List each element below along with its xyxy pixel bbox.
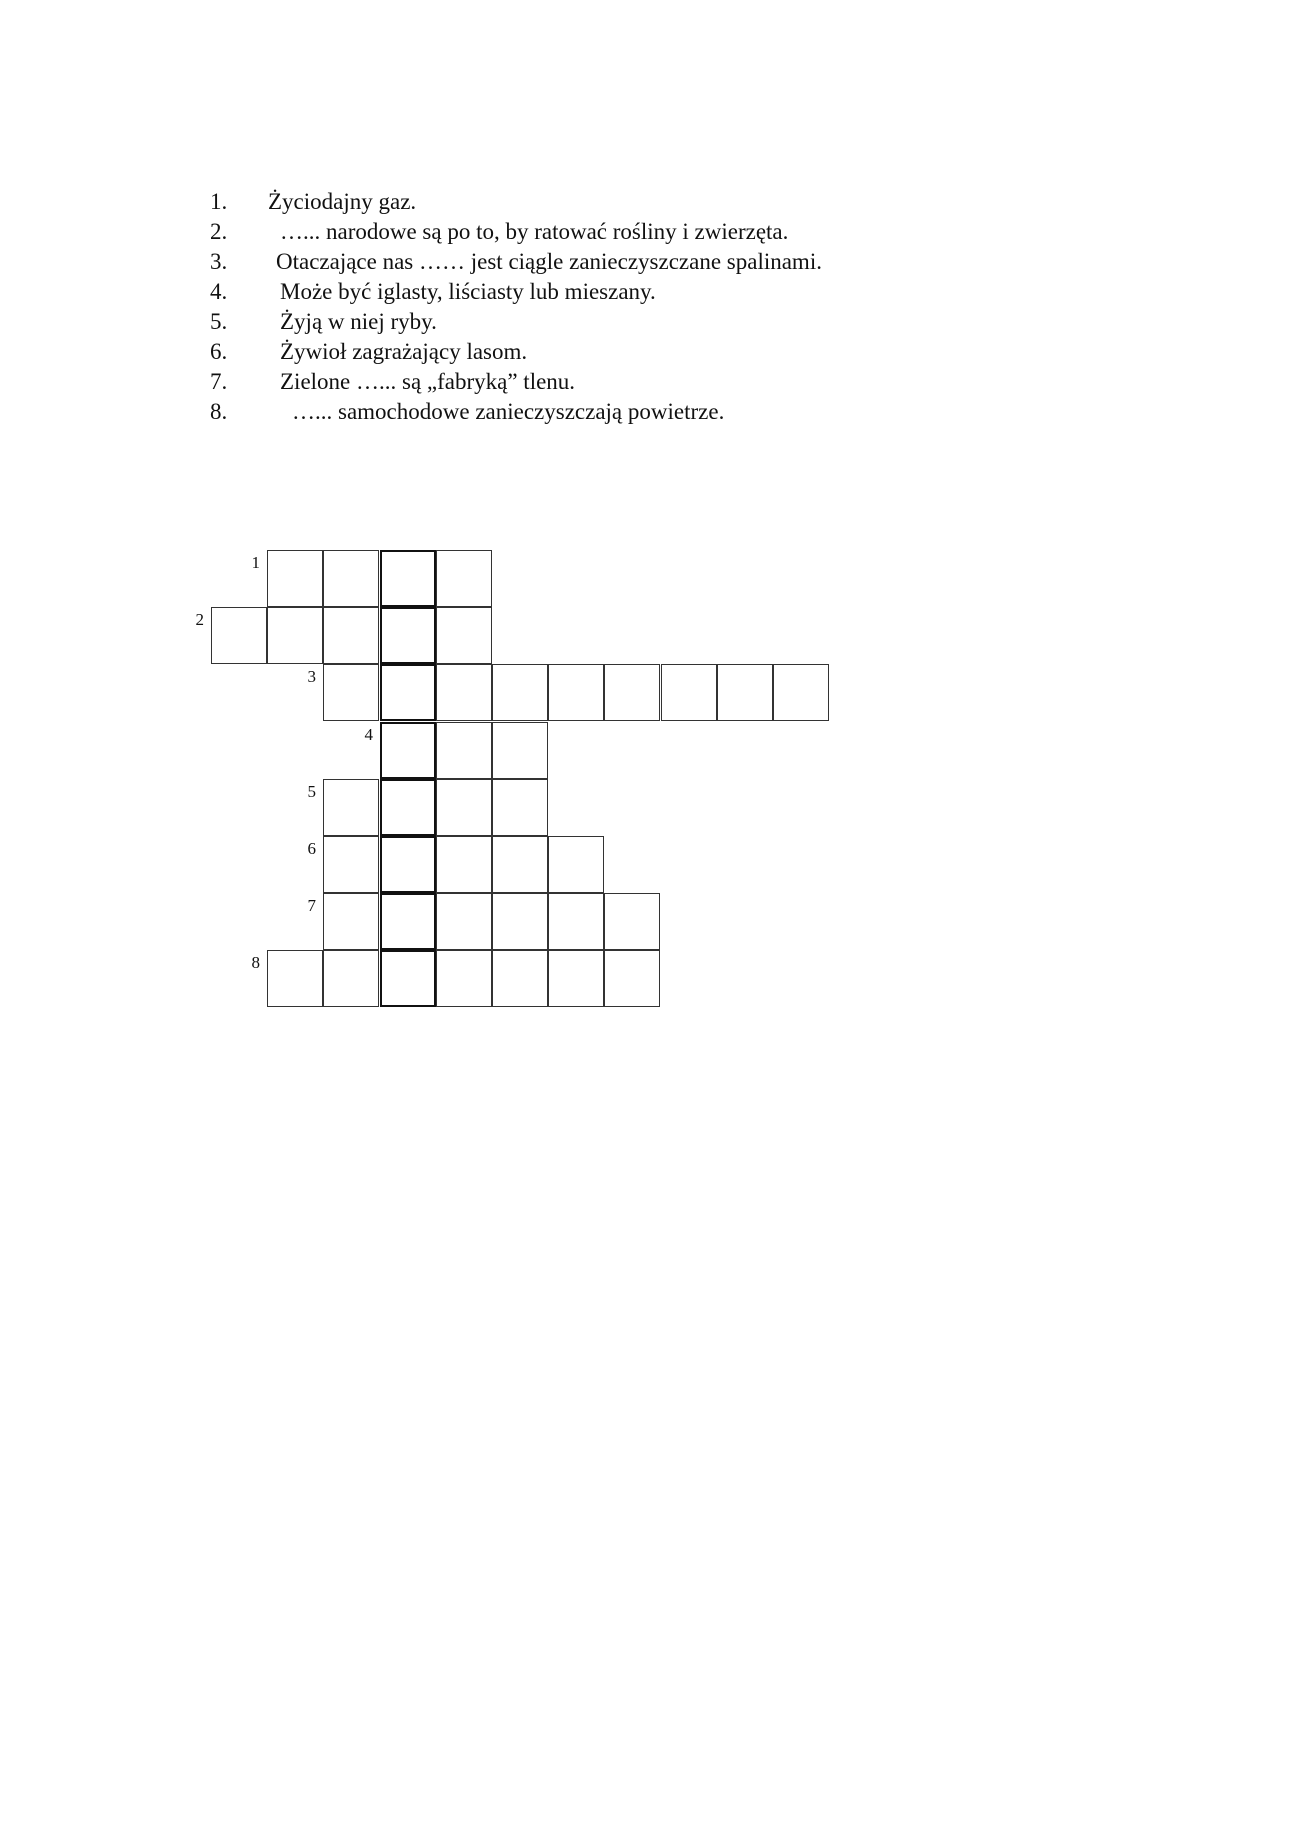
crossword-cell[interactable] (436, 550, 492, 607)
crossword-key-cell[interactable] (380, 722, 436, 779)
crossword-key-cell[interactable] (380, 950, 436, 1007)
clue-number: 5. (210, 309, 228, 334)
crossword-key-cell[interactable] (380, 836, 436, 893)
crossword-cell[interactable] (436, 950, 492, 1007)
row-number-6: 6 (307, 839, 316, 858)
crossword-cell[interactable] (267, 950, 323, 1007)
clue-text: Może być iglasty, liściasty lub mieszany. (280, 279, 656, 304)
crossword-cell[interactable] (492, 779, 548, 836)
crossword-cell[interactable] (211, 607, 267, 664)
clue-number: 3. (210, 249, 228, 274)
crossword-cell[interactable] (548, 893, 604, 950)
crossword-cell[interactable] (436, 722, 492, 779)
crossword-cell[interactable] (604, 893, 660, 950)
crossword-key-cell[interactable] (380, 607, 436, 664)
crossword-cell[interactable] (323, 607, 379, 664)
crossword-cell[interactable] (492, 722, 548, 779)
crossword-cell[interactable] (323, 893, 379, 950)
crossword-cell[interactable] (773, 664, 829, 721)
crossword-cell[interactable] (267, 550, 323, 607)
clue-text: …... samochodowe zanieczyszczają powietrze. (292, 399, 725, 424)
crossword-cell[interactable] (323, 836, 379, 893)
crossword-cell[interactable] (436, 836, 492, 893)
crossword-cell[interactable] (436, 779, 492, 836)
row-number-4: 4 (364, 725, 373, 744)
row-number-5: 5 (307, 782, 316, 801)
crossword-cell[interactable] (436, 607, 492, 664)
crossword-cell[interactable] (323, 664, 379, 721)
row-number-3: 3 (307, 667, 316, 686)
clue-text: Żywioł zagrażający lasom. (280, 339, 528, 364)
clue-number: 6. (210, 339, 228, 364)
crossword-cell[interactable] (492, 950, 548, 1007)
crossword-cell[interactable] (267, 607, 323, 664)
crossword-key-cell[interactable] (380, 893, 436, 950)
crossword-cell[interactable] (436, 893, 492, 950)
crossword-key-cell[interactable] (380, 664, 436, 721)
clue-number: 4. (210, 279, 228, 304)
crossword-cell[interactable] (323, 779, 379, 836)
crossword-cell[interactable] (604, 950, 660, 1007)
crossword-cell[interactable] (492, 893, 548, 950)
crossword-cell[interactable] (548, 664, 604, 721)
clue-number: 1. (210, 189, 228, 214)
clue-text: Zielone …... są „fabryką” tlenu. (280, 369, 576, 394)
clue-text: …... narodowe są po to, by ratować rośliny i zwierzęta. (280, 219, 789, 244)
clue-text: Życiodajny gaz. (268, 189, 417, 214)
crossword-cell[interactable] (436, 664, 492, 721)
crossword-cell[interactable] (323, 550, 379, 607)
crossword-cell[interactable] (604, 664, 660, 721)
clue-text: Otaczające nas …… jest ciągle zanieczyszczane spalinami. (276, 249, 822, 274)
crossword-cell[interactable] (492, 836, 548, 893)
clue-number: 2. (210, 219, 228, 244)
crossword-cell[interactable] (548, 950, 604, 1007)
clue-number: 8. (210, 399, 228, 424)
row-number-2: 2 (195, 610, 204, 629)
crossword-cell[interactable] (492, 664, 548, 721)
row-number-8: 8 (251, 953, 260, 972)
crossword-cell[interactable] (717, 664, 773, 721)
crossword-key-cell[interactable] (380, 550, 436, 607)
crossword-key-cell[interactable] (380, 779, 436, 836)
crossword-cell[interactable] (548, 836, 604, 893)
clue-number: 7. (210, 369, 228, 394)
row-number-7: 7 (307, 896, 316, 915)
crossword-cell[interactable] (323, 950, 379, 1007)
clue-text: Żyją w niej ryby. (280, 309, 437, 334)
row-number-1: 1 (251, 553, 260, 572)
crossword-cell[interactable] (661, 664, 717, 721)
